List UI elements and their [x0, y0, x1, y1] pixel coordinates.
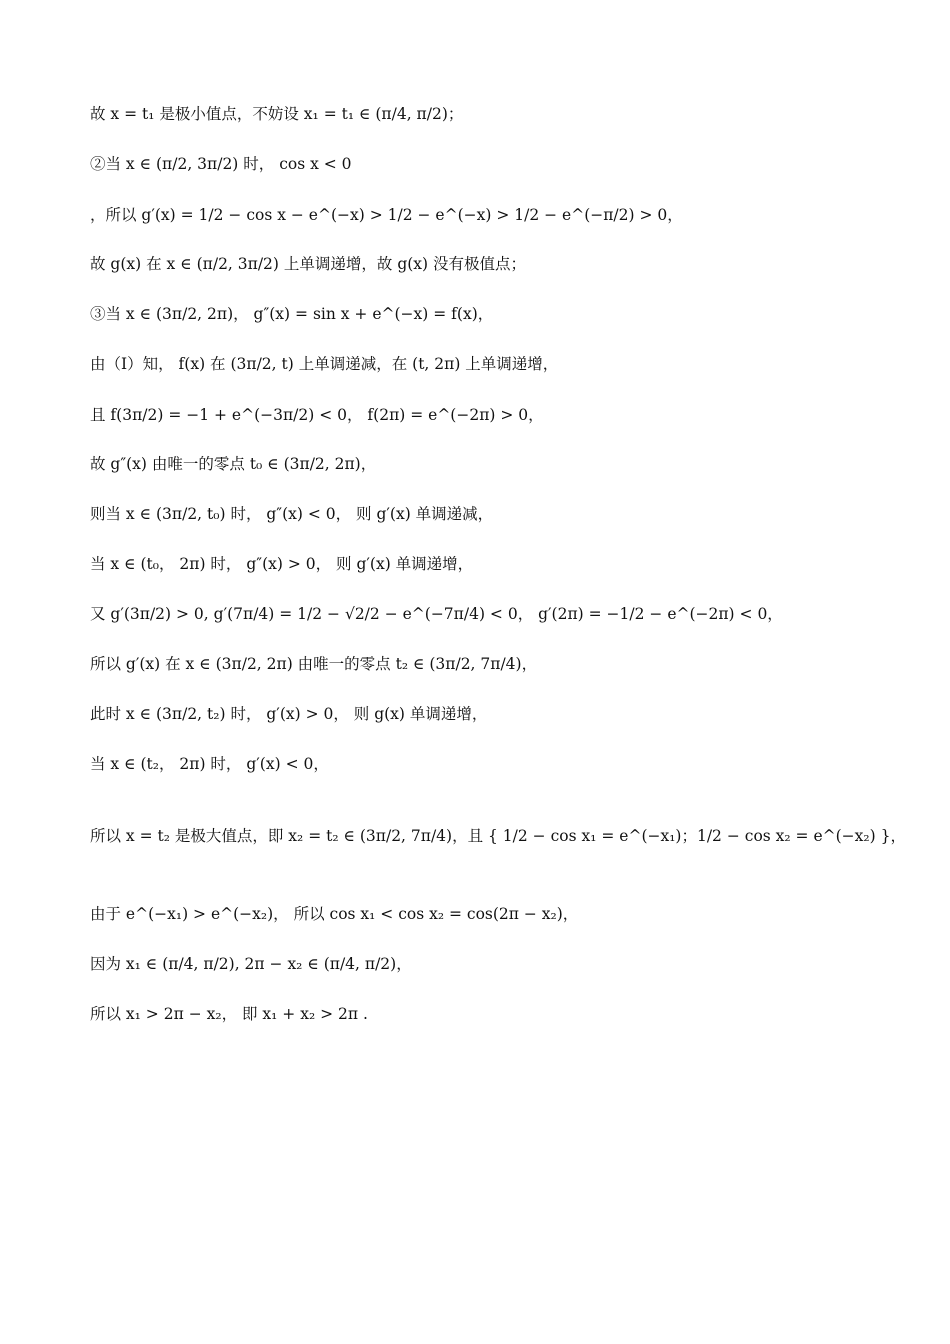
text-line-3: ，所以 g′(x) = 1/2 − cos x − e^(−x) > 1/2 − e^(−x) > 1/2 − e^(−π/2) > 0， [90, 206, 683, 224]
text-line-13: 此时 x ∈ (3π/2, t₂) 时， g′(x) > 0， 则 g(x) 单调递增， [90, 705, 488, 723]
text-line-15: 所以 x = t₂ 是极大值点，即 x₂ = t₂ ∈ (3π/2, 7π/4)，且 { 1/2 − cos x₁ = e^(−x₁)；1/2 − cos x₂ = e^(−x₂) }， [90, 827, 906, 845]
text-line-10: 当 x ∈ (t₀， 2π) 时， g″(x) > 0， 则 g′(x) 单调递增， [90, 555, 474, 573]
text-line-6: 由（Ⅰ）知， f(x) 在 (3π/2, t) 上单调递减，在 (t, 2π) 上单调递增， [90, 355, 559, 373]
text-line-14: 当 x ∈ (t₂， 2π) 时， g′(x) < 0， [90, 755, 329, 773]
text-line-5: ③当 x ∈ (3π/2, 2π)， g″(x) = sin x + e^(−x) = f(x)， [90, 305, 494, 323]
text-line-11: 又 g′(3π/2) > 0, g′(7π/4) = 1/2 − √2/2 − e^(−7π/4) < 0， g′(2π) = −1/2 − e^(−2π) < 0， [90, 605, 783, 623]
text-line-17: 因为 x₁ ∈ (π/4, π/2), 2π − x₂ ∈ (π/4, π/2)， [90, 955, 412, 973]
text-line-2: ②当 x ∈ (π/2, 3π/2) 时， cos x < 0 [90, 155, 352, 173]
text-line-12: 所以 g′(x) 在 x ∈ (3π/2, 2π) 由唯一的零点 t₂ ∈ (3π/2, 7π/4)， [90, 655, 538, 673]
text-line-4: 故 g(x) 在 x ∈ (π/2, 3π/2) 上单调递增，故 g(x) 没有极值点； [90, 255, 526, 273]
text-line-18: 所以 x₁ > 2π − x₂， 即 x₁ + x₂ > 2π . [90, 1005, 368, 1023]
text-line-9: 则当 x ∈ (3π/2, t₀) 时， g″(x) < 0， 则 g′(x) 单调递减， [90, 505, 494, 523]
text-line-8: 故 g″(x) 由唯一的零点 t₀ ∈ (3π/2, 2π)， [90, 455, 377, 473]
text-line-1: 故 x = t₁ 是极小值点，不妨设 x₁ = t₁ ∈ (π/4, π/2)； [90, 105, 464, 123]
text-line-16: 由于 e^(−x₁) > e^(−x₂)， 所以 cos x₁ < cos x₂ = cos(2π − x₂)， [90, 905, 579, 923]
text-line-7: 且 f(3π/2) = −1 + e^(−3π/2) < 0， f(2π) = e^(−2π) > 0， [90, 406, 544, 424]
